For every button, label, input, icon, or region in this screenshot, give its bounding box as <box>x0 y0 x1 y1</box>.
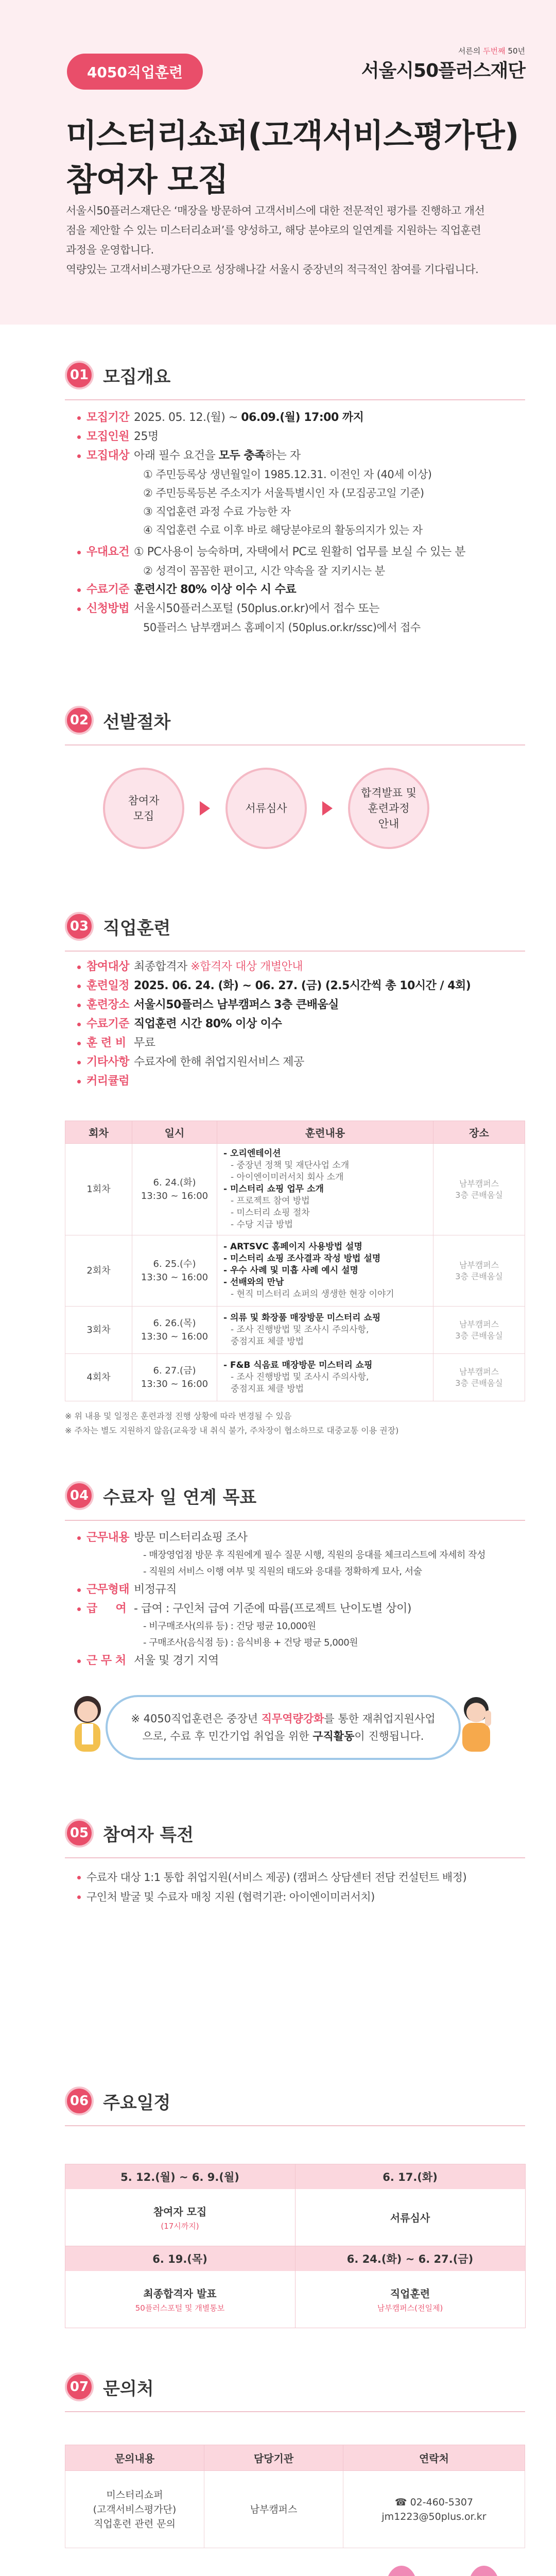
phone-number[interactable]: ☎ 02-460-5307 <box>394 2496 474 2508</box>
training-list: 참여대상 최종합격자 ※합격자 대상 개별안내 훈련일정 2025. 06. 24. (화) ~ 06. 27. (금) (2.5시간씩 총 10시간 / 4회) 훈련장소 서울시50플러스 남부캠퍼스 3층 큰배움실 수료기준 직업훈련 시간 80% 이상 이수 훈 련 비 무료 기타사항 수료자에 한해 취업지원서비스 제공 커리큘럼 <box>77 957 471 1091</box>
section-header-schedule: 06 주요일정 <box>65 2087 170 2115</box>
table-row: 2회차 6. 25.(수) 13:30 ~ 16:00 - ARTSVC 홈페이지 사용방법 설명 - 미스터리 쇼핑 조사결과 작성 방법 설명 - 우수 사례 및 미흡 사례 예시 설명 - 선배와의 만남 - 현직 미스터리 쇼퍼의 생생한 현장 이야기 남부캠퍼스 3층 큰배움실 <box>65 1235 525 1307</box>
schedule-card: 6. 17.(화) 서류심사 <box>295 2164 526 2246</box>
page-title: 미스터리쇼퍼(고객서비스평가단) 참여자 모집 <box>66 116 519 198</box>
category-badge: 4050직업훈련 <box>67 54 203 90</box>
step-review: 서류심사 <box>225 768 307 849</box>
man-illustration-icon <box>453 1690 499 1757</box>
foundation-logo: 서른의 두번째 50년 서울시50플러스재단 <box>361 46 525 81</box>
arrow-right-icon <box>322 801 333 816</box>
arrow-right-icon <box>200 801 210 816</box>
section-header-job: 04 수료자 일 연계 목표 <box>65 1481 256 1510</box>
section-header-training: 03 직업훈련 <box>65 912 170 941</box>
section-header-benefits: 05 참여자 특전 <box>65 1819 194 1848</box>
step-recruit: 참여자 모집 <box>103 768 184 849</box>
table-row: 4회차 6. 27.(금) 13:30 ~ 16:00 - F&B 식음료 매장방문 미스터리 쇼핑 - 조사 진행방법 및 조사시 주의사항, 중점지표 체클 방법 남부캠퍼스 3층 큰배움실 <box>65 1354 525 1401</box>
overview-list: 모집기간 2025. 05. 12.(월) ~ 06.09.(월) 17:00 까지 모집인원 25명 모집대상 아래 필수 요건을 모두 충족하는 자 ① 주민등록상 생년월일이 1985.12.31. 이전인 자 (40세 이상) ② 주민등록등본 주소지가 서울특별시인 자 (모집공고일 기준) ③ 직업훈련 과정 수료 가능한 자 ④ 직업훈련 수료 이후 바로 해당분야로의 활동의지가 있는 자 우대요건 ① PC사용이 능숙하며, 자택에서 PC로 원활히 업무를 보실 수 있는 분 ② 성격이 꼼꼼한 편이고, 시간 약속을 잘 지키시는 분 수료기준 훈련시간 80% 이상 이수 시 수료 신청방법 서울시50플러스포털 (50plus.or.kr)에서 접수 또는 50플러스 남부캠퍼스 홈페이지 (50plus.or.kr/ssc)에서 접수 <box>77 408 465 637</box>
section-header-contact: 07 문의처 <box>65 2372 154 2401</box>
schedule-card: 6. 24.(화) ~ 6. 27.(금) 직업훈련 남부캠퍼스(전일제) <box>295 2246 526 2328</box>
job-list: 근무내용 방문 미스터리쇼핑 조사 - 매장영업점 방문 후 직원에게 필수 질문 시행, 직원의 응대를 체크리스트에 자세히 작성 - 직원의 서비스 이행 여부 및 직원의 태도와 응대를 정확하게 묘사, 서술 근무형태 비정규직 급 여 - 급여 : 구인처 급여 기준에 따름(프로젝트 난이도별 상이) - 비구매조사(의류 등) : 건당 평균 10,000원 - 구매조사(음식점 등) : 음식비용 + 건당 평균 5,000원 근 무 처 서울 및 경기 지역 <box>77 1528 485 1670</box>
schedule-grid <box>65 2164 525 2328</box>
selection-steps <box>103 768 429 849</box>
table-row: 3회차 6. 26.(목) 13:30 ~ 16:00 - 의류 및 화장품 매장방문 미스터리 쇼핑 - 조사 진행방법 및 조사시 주의사항, 중점지표 체클 방법 남부캠퍼스 3층 큰배움실 <box>65 1307 525 1354</box>
section-header-selection: 02 선발절차 <box>65 706 170 735</box>
table-row: 미스터리쇼퍼 (고객서비스평가단) 직업훈련 관련 문의 남부캠퍼스 ☎ 02-460-5307 jm1223@50plus.or.kr <box>65 2471 525 2548</box>
training-notes: ※ 위 내용 및 일정은 훈련과정 진행 상황에 따라 변경될 수 있음 ※ 주차는 별도 지원하지 않음(교육장 내 취식 불가, 주차장이 협소하므로 대중교통 이용 권장) <box>65 1411 399 1435</box>
email-link[interactable]: jm1223@50plus.or.kr <box>381 2511 486 2522</box>
intro-text: 서울시50플러스재단은 ‘매장을 방문하여 고객서비스에 대한 전문적인 평가를 진행하고 개선점을 제안할 수 있는 미스터리쇼퍼’를 양성하고, 해당 분야로의 일연계를 지원하는 직업훈련 과정을 운영합니다. 역량있는 고객서비스평가단으로 성장해나갈 서울시 중장년의 적극적인 참여를 기다립니다. <box>66 205 485 276</box>
schedule-card: 6. 19.(목) 최종합격자 발표 50플러스포털 및 개별통보 <box>65 2246 296 2328</box>
contact-table: 문의내용 담당기관 연락처 미스터리쇼퍼 (고객서비스평가단) 직업훈련 관련 문의 남부캠퍼스 ☎ 02-460-5307 jm1223@50plus.or.kr <box>65 2445 525 2548</box>
program-notice: ※ 4050직업훈련은 중장년 직무역량강화를 통한 재취업지원사업 으로, 수료 후 민간기업 취업을 위한 구직활동이 진행됩니다. <box>106 1695 461 1760</box>
schedule-card: 5. 12.(월) ~ 6. 9.(월) 참여자 모집 (17시까지) <box>65 2164 296 2246</box>
mascot-illustration-icon <box>355 2550 535 2576</box>
curriculum-table: 회차 일시 훈련내용 장소 1회차 6. 24.(화) 13:30 ~ 16:00 - 오리엔테이션 - 중장년 정책 및 재단사업 소개 - 아이엔이미러서치 회사 소개 - 미스터리 쇼핑 업무 소개 - 프로젝트 참여 방법 - 미스터리 쇼핑 절차 - 수당 지급 방법 남부캠퍼스 3층 큰배움실 2회차 6. 25.(수) 13:30 ~ 16:00 - ARTSVC 홈페이지 사용방법 설명 - 미스터리 쇼핑 조사결과 작성 방법 설명 - 우수 사례 및 미흡 사례 예시 설명 - 선배와의 만남 - 현직 미스터리 쇼퍼의 생생한 현장 이야기 남부캠퍼스 3층 큰배움실 3회차 6. 26.(목) 13:30 ~ 16:00 - 의류 및 화장품 매장방문 미스터리 쇼핑 - 조사 진행방법 및 조사시 주의사항, 중점지표 체클 방법 남부캠퍼스 3층 큰배움실 4회차 6. 27.(금) 13:30 ~ 16:00 - F&B 식음료 매장방문 미스터리 쇼핑 - 조사 진행방법 및 조사시 주의사항, 중점지표 체클 방법 남부캠퍼스 3층 큰배움실 <box>65 1121 525 1401</box>
step-announce: 합격발표 및 훈련과정 안내 <box>348 768 429 849</box>
table-row: 1회차 6. 24.(화) 13:30 ~ 16:00 - 오리엔테이션 - 중장년 정책 및 재단사업 소개 - 아이엔이미러서치 회사 소개 - 미스터리 쇼핑 업무 소개 - 프로젝트 참여 방법 - 미스터리 쇼핑 절차 - 수당 지급 방법 남부캠퍼스 3층 큰배움실 <box>65 1144 525 1235</box>
woman-illustration-icon <box>64 1690 111 1757</box>
section-header-overview: 01 모집개요 <box>65 361 170 389</box>
benefits-list: 수료자 대상 1:1 통합 취업지원(서비스 제공) (캠퍼스 상담센터 전담 컨설턴트 배정) 구인처 발굴 및 수료자 매칭 지원 (협력기관: 아이엔이미러서치) <box>77 1868 466 1907</box>
hero <box>0 0 556 325</box>
